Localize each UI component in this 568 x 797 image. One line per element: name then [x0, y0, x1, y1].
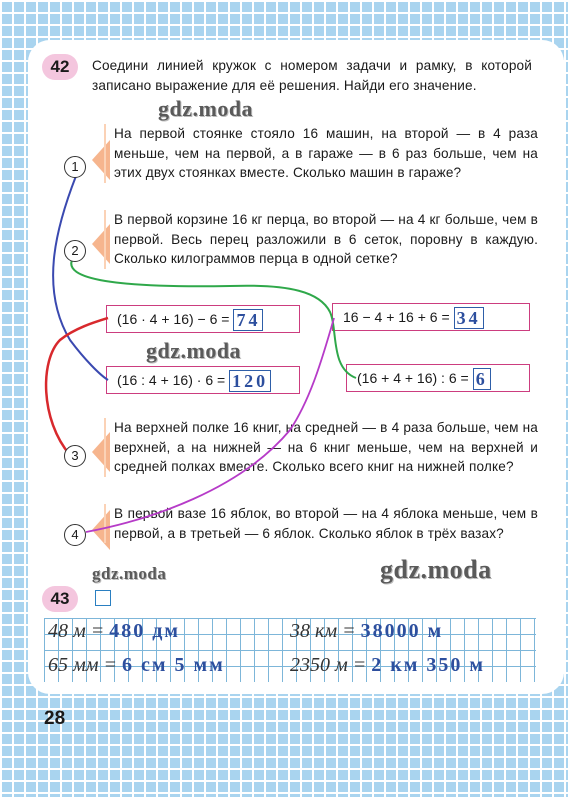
- page-number: 28: [44, 708, 66, 729]
- expression-3-answer: 120: [229, 370, 271, 392]
- row-1-right: [290, 620, 443, 643]
- task-3-circle[interactable]: 3: [64, 445, 86, 467]
- task-1-text: На первой стоянке стояло 16 машин, на второй — в 4 раза меньше, чем на первой, а в гараже — в 6 раз больше, чем на этих двух стоянках вместе. Сколько машин в гараже?: [114, 126, 538, 180]
- row-2-right: [290, 654, 485, 677]
- expression-4-answer: 6: [473, 368, 491, 390]
- row-1-left-answer: 480 дм: [109, 620, 181, 642]
- watermark-3: gdz.moda: [92, 564, 167, 583]
- expression-3-text: (16 : 4 + 16) · 6 =: [117, 372, 226, 388]
- task-1-circle[interactable]: 1: [64, 156, 86, 178]
- task-2-text: В первой корзине 16 кг перца, во второй — на 4 кг больше, чем в первой. Весь перец разложили в 6 сеток, поровну в каждую. Сколько килограммов перца в одной сетке?: [114, 212, 538, 266]
- expression-4-text: (16 + 4 + 16) : 6 =: [357, 370, 469, 386]
- watermark-1: gdz.moda: [158, 96, 254, 121]
- task-2-circle[interactable]: 2: [64, 240, 86, 262]
- task-4-circle[interactable]: 4: [64, 524, 86, 546]
- line-task-3: [46, 318, 108, 455]
- task-4-text: В первой вазе 16 яблок, во второй — на 4 яблока меньше, чем в первой, а в третьей — 6 яблок. Сколько яблок в трёх вазах?: [114, 506, 538, 541]
- row-2-left-answer: 6 см 5 мм: [122, 654, 225, 676]
- expression-1-answer: 74: [233, 309, 263, 331]
- task-3-text: На верхней полке 16 книг, на средней — в 4 раза больше, чем на верхней, а на нижней — на 6 книг меньше, чем на верхней и средней полках вместе. Сколько всего книг на нижней полке?: [114, 420, 538, 474]
- expression-2-text: 16 − 4 + 16 + 6 =: [343, 309, 450, 325]
- row-2-left-expr: 65 мм =: [48, 654, 118, 676]
- row-1-left-expr: 48 м =: [48, 620, 105, 642]
- exercise-43-badge: 43: [42, 586, 78, 612]
- row-2-left: [48, 654, 225, 677]
- row-2-right-expr: 2350 м =: [290, 654, 367, 676]
- row-1-right-answer: 38000 м: [360, 620, 444, 642]
- exercise-42-badge: 42: [42, 54, 78, 80]
- row-1-right-expr: 38 км =: [290, 620, 356, 642]
- expression-1-text: (16 · 4 + 16) − 6 =: [117, 311, 230, 327]
- exercise-42-instruction: Соедини линией кружок с номером задачи и рамку, в которой записано выражение для её решения. Найди его значение.: [92, 58, 532, 93]
- row-2-right-answer: 2 км 350 м: [371, 654, 486, 676]
- expression-2-answer: 34: [454, 307, 484, 329]
- watermark-2: gdz.moda: [146, 338, 242, 363]
- line-task-1: [53, 176, 108, 380]
- row-1-left: [48, 620, 180, 643]
- watermark-4: gdz.moda: [380, 555, 492, 584]
- exercise-43-checkbox[interactable]: [95, 590, 111, 606]
